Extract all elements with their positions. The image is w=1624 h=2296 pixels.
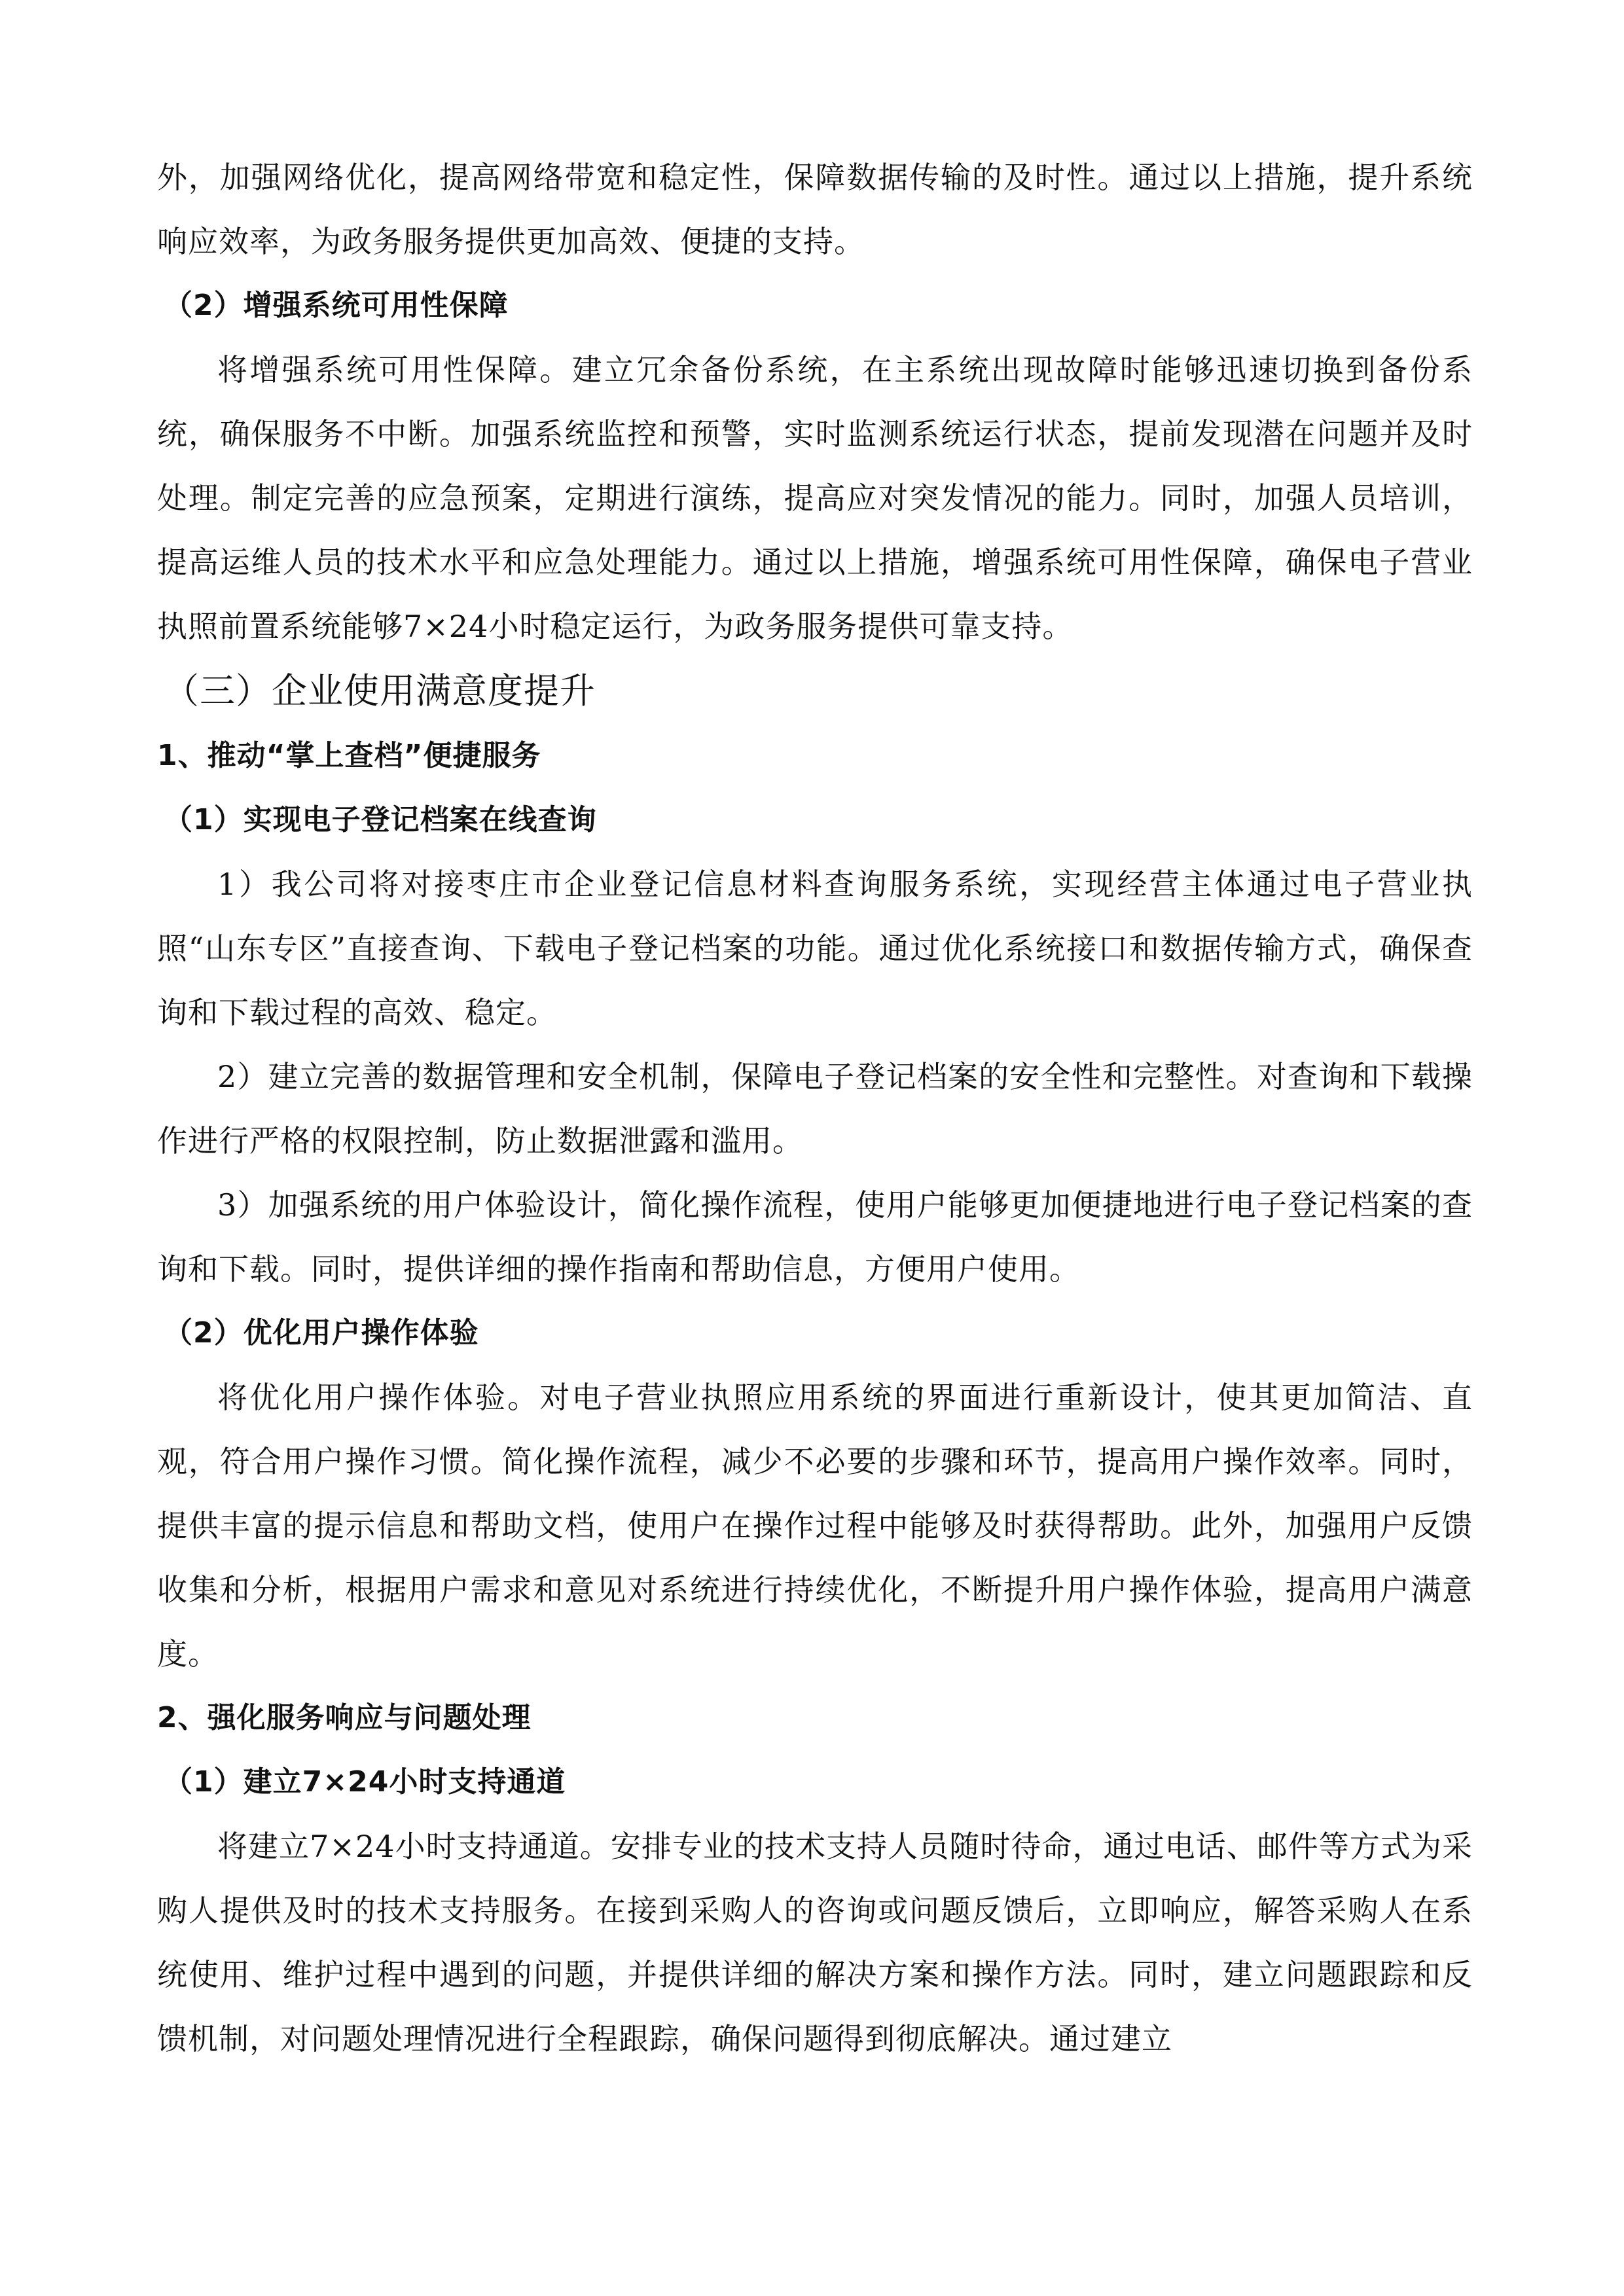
paragraph-support-channel: 将建立7×24小时支持通道。安排专业的技术支持人员随时待命，通过电话、邮件等方式为采购人提供及时的技术支持服务。在接到采购人的咨询或问题反馈后，立即响应，解答采购人在系统使用、维护过程中遇到的问题，并提供详细的解决方案和操作方法。同时，建立问题跟踪和反馈机制，对问题处理情况进行全程跟踪，确保问题得到彻底解决。通过建立	[157, 1829, 1473, 2056]
paragraph-query-item-1: 1）我公司将对接枣庄市企业登记信息材料查询服务系统，实现经营主体通过电子营业执照“山东专区”直接查询、下载电子登记档案的功能。通过优化系统接口和数据传输方式，确保查询和下载过程的高效、稳定。	[157, 867, 1473, 1030]
paragraph-availability: 将增强系统可用性保障。建立冗余备份系统，在主系统出现故障时能够迅速切换到备份系统，确保服务不中断。加强系统监控和预警，实时监测系统运行状态，提前发现潜在问题并及时处理。制定完善的应急预案，定期进行演练，提高应对突发情况的能力。同时，加强人员培训，提高运维人员的技术水平和应急处理能力。通过以上措施，增强系统可用性保障，确保电子营业执照前置系统能够7×24小时稳定运行，为政务服务提供可靠支持。	[157, 352, 1473, 644]
paragraph-query-item-3: 3）加强系统的用户体验设计，简化操作流程，使用户能够更加便捷地进行电子登记档案的查询和下载。同时，提供详细的操作指南和帮助信息，方便用户使用。	[157, 1187, 1473, 1287]
subsection-heading-support-channel: （1）建立7×24小时支持通道	[164, 1765, 566, 1799]
document-body	[157, 145, 1473, 2071]
section-heading-service-response: 2、强化服务响应与问题处理	[157, 1701, 532, 1734]
paragraph-user-experience: 将优化用户操作体验。对电子营业执照应用系统的界面进行重新设计，使其更加简洁、直观，符合用户操作习惯。简化操作流程，减少不必要的步骤和环节，提高用户操作效率。同时，提供丰富的提示信息和帮助文档，使用户在操作过程中能够及时获得帮助。此外，加强用户反馈收集和分析，根据用户需求和意见对系统进行持续优化，不断提升用户操作体验，提高用户满意度。	[157, 1380, 1473, 1672]
paragraph-query-item-2: 2）建立完善的数据管理和安全机制，保障电子登记档案的安全性和完整性。对查询和下载操作进行严格的权限控制，防止数据泄露和滥用。	[157, 1059, 1473, 1158]
subsection-heading-user-experience: （2）优化用户操作体验	[164, 1316, 479, 1350]
paragraph-continuation: 外，加强网络优化，提高网络带宽和稳定性，保障数据传输的及时性。通过以上措施，提升系统响应效率，为政务服务提供更加高效、便捷的支持。	[157, 160, 1473, 259]
subsection-heading-online-query: （1）实现电子登记档案在线查询	[164, 803, 597, 836]
section-heading-mobile-archive: 1、推动“掌上查档”便捷服务	[157, 739, 541, 772]
section-heading-availability: （2）增强系统可用性保障	[164, 289, 509, 322]
chapter-heading-satisfaction: （三）企业使用满意度提升	[164, 670, 596, 711]
